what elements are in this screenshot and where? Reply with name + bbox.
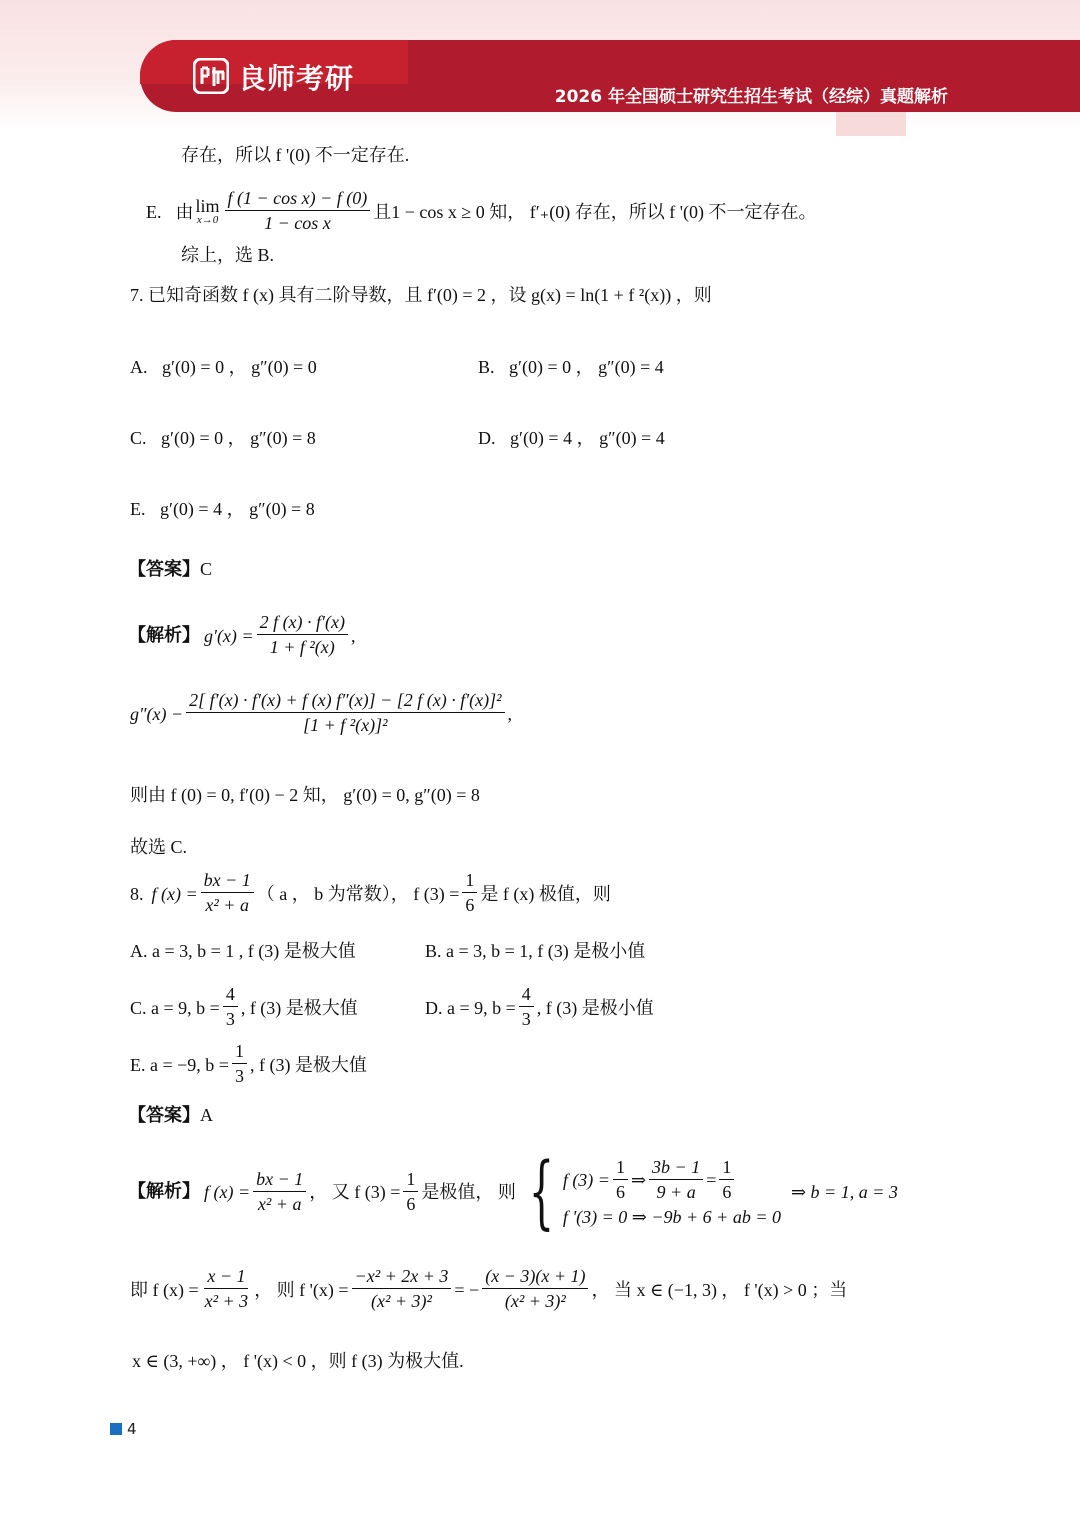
fraction-numerator: 3b − 1 xyxy=(649,1158,703,1180)
an-mid: ， 又 f (3) = xyxy=(309,1182,401,1202)
option-text: g′(0) = 0 ， g″(0) = 4 xyxy=(509,357,664,377)
q8-derivative-line xyxy=(130,1268,847,1311)
q6-option-e-prefix: 由 xyxy=(175,201,194,222)
q8-option-a: A. a = 3, b = 1 , f (3) 是极大值 xyxy=(130,941,356,961)
exam-title: 2026 年全国硕士研究生招生考试（经综）真题解析 xyxy=(554,87,948,107)
q8-answer xyxy=(128,1106,213,1125)
answer-tag: 【答案】 xyxy=(128,1105,200,1126)
fraction-numerator: 1 xyxy=(403,1170,418,1192)
option-post: , f (3) 是极小值 xyxy=(536,997,654,1018)
ln2-mid: ， 则 f '(x) = xyxy=(254,1279,349,1300)
q8-stem-mid: （ a ， b 为常数）， f (3) = xyxy=(256,883,460,904)
q7-conclusion: 故选 C. xyxy=(130,837,188,857)
option-pre: C. a = 9, b = xyxy=(130,997,220,1018)
analysis-tag: 【解析】 xyxy=(128,624,200,646)
fraction-denominator: x² + 3 xyxy=(204,1291,249,1311)
ln2-post: ， 当 x ∈ (−1, 3) ， f '(x) > 0 ；当 xyxy=(591,1279,848,1300)
option-post: , f (3) 是极大值 xyxy=(240,997,358,1018)
q8-option-d xyxy=(425,986,654,1029)
ln2-eq: = − xyxy=(454,1279,480,1300)
equation-system xyxy=(516,1145,781,1238)
q8-analysis xyxy=(128,1145,898,1238)
fraction xyxy=(649,1158,703,1201)
g1-end: , xyxy=(350,625,356,646)
q8-stem xyxy=(130,872,611,915)
q7-analysis-g1 xyxy=(128,614,355,657)
fraction-denominator: x² + a xyxy=(257,1193,302,1214)
option-text: g′(0) = 0 ， g″(0) = 8 xyxy=(161,428,316,448)
option-label: E. xyxy=(130,499,146,519)
equation-row-2: f '(3) = 0 ⇒ −9b + 6 + ab = 0 xyxy=(562,1206,781,1227)
q6-line: 存在，所以 f '(0) 不一定存在. xyxy=(181,145,410,165)
fraction xyxy=(403,1170,418,1213)
q6-conclusion: 综上，选 B. xyxy=(181,245,275,265)
answer-tag: 【答案】 xyxy=(128,559,200,580)
fraction-numerator: −x² + 2x + 3 xyxy=(352,1267,452,1289)
fraction-denominator: 6 xyxy=(722,1181,732,1202)
option-text: g′(0) = 4 ， g″(0) = 8 xyxy=(160,499,315,519)
q6-option-e-label: E. xyxy=(146,201,162,222)
fraction xyxy=(519,985,534,1028)
fraction-numerator: bx − 1 xyxy=(201,871,254,893)
fraction xyxy=(719,1158,734,1201)
q7-option-a xyxy=(130,358,317,376)
fraction xyxy=(223,985,238,1028)
an-mid2: 是极值， 则 xyxy=(421,1182,516,1202)
equation-row-1 xyxy=(562,1156,781,1202)
fraction-numerator: x − 1 xyxy=(204,1267,248,1289)
fraction xyxy=(201,871,254,914)
q7-option-b xyxy=(478,358,664,376)
fraction-denominator: 6 xyxy=(406,1193,416,1214)
fraction-denominator: (x² + 3)² xyxy=(371,1291,432,1311)
q8-option-b: B. a = 3, b = 1, f (3) 是极小值 xyxy=(425,941,646,961)
fraction-numerator: 1 xyxy=(613,1158,628,1180)
fraction-numerator: 1 xyxy=(462,871,477,893)
q7-analysis-g2 xyxy=(130,692,512,735)
an-result: ⇒ b = 1, a = 3 xyxy=(790,1182,898,1202)
fraction-numerator: 1 xyxy=(719,1158,734,1180)
option-text: g′(0) = 0 ， g″(0) = 0 xyxy=(162,357,317,377)
q7-answer xyxy=(128,560,212,579)
fraction-numerator: 1 xyxy=(232,1042,247,1064)
fraction-denominator: 9 + a xyxy=(656,1181,696,1202)
fraction xyxy=(613,1158,628,1201)
g2-end: , xyxy=(507,703,513,724)
fraction-numerator: bx − 1 xyxy=(253,1170,306,1192)
option-label: D. xyxy=(478,428,496,448)
fraction xyxy=(232,1042,247,1085)
q7-stem: 7. 已知奇函数 f (x) 具有二阶导数，且 f′(0) = 2 ，设 g(x) = ln(1 + f ²(x)) ，则 xyxy=(130,285,712,305)
option-label: B. xyxy=(478,357,495,377)
answer-value: A xyxy=(200,1105,213,1125)
brand-name: 良师考研 xyxy=(238,62,355,95)
g2-lhs: g″(x) − xyxy=(130,703,184,724)
fraction-numerator: 2 f (x) · f′(x) xyxy=(257,613,348,635)
fraction xyxy=(186,691,504,734)
q8-f: f (x) = xyxy=(151,883,198,904)
q7-option-d xyxy=(478,429,665,447)
option-label: C. xyxy=(130,428,147,448)
limit-expression xyxy=(196,197,220,226)
fraction xyxy=(352,1267,452,1310)
q7-option-c xyxy=(130,429,316,447)
analysis-tag: 【解析】 xyxy=(128,1181,200,1202)
limit-subscript: x→0 xyxy=(196,214,219,226)
fraction xyxy=(225,189,371,232)
fraction-denominator: 6 xyxy=(465,895,475,915)
fraction-numerator: 2[ f′(x) · f′(x) + f (x) f″(x)] − [2 f (x) · f′(x)]² xyxy=(186,691,504,713)
q6-option-e xyxy=(146,190,816,233)
fraction-numerator: (x − 3)(x + 1) xyxy=(482,1267,588,1289)
page-number: 4 xyxy=(127,1420,137,1438)
option-pre: E. a = −9, b = xyxy=(130,1054,229,1075)
option-label: A. xyxy=(130,357,148,377)
fraction-denominator: x² + a xyxy=(205,895,249,915)
fraction-denominator: 1 + f ²(x) xyxy=(269,637,335,657)
q7-option-e xyxy=(130,500,315,518)
option-text: g′(0) = 4 ， g″(0) = 4 xyxy=(510,428,665,448)
ln2-pre: 即 f (x) = xyxy=(130,1279,199,1300)
left-brace-icon: { xyxy=(528,1145,555,1238)
q7-derive: 则由 f (0) = 0, f′(0) − 2 知， g′(0) = 0, g″(0) = 8 xyxy=(130,785,480,805)
fraction-numerator: 4 xyxy=(519,985,534,1007)
fraction xyxy=(482,1267,588,1310)
fraction-denominator: 3 xyxy=(234,1066,244,1086)
fraction xyxy=(253,1170,306,1213)
q8-number: 8. xyxy=(130,883,144,904)
fraction-denominator: 3 xyxy=(521,1009,531,1029)
q6-option-e-suffix: 且1 − cos x ≥ 0 知， f′₊(0) 存在，所以 f '(0) 不一定存在。 xyxy=(373,201,817,222)
fraction xyxy=(202,1267,252,1310)
implies-arrow: ⇒ xyxy=(630,1170,647,1190)
page-marker-icon xyxy=(110,1423,122,1435)
limit-symbol: lim xyxy=(195,196,220,216)
equation-rows xyxy=(562,1156,781,1227)
fraction-numerator: 4 xyxy=(223,985,238,1007)
case1-pre: f (3) = xyxy=(562,1170,610,1190)
fraction-denominator: 1 − cos x xyxy=(264,213,331,233)
q8-option-c xyxy=(130,986,358,1029)
fraction xyxy=(257,613,348,656)
fraction-denominator: [1 + f ²(x)]² xyxy=(303,715,388,735)
g1-lhs: g′(x) = xyxy=(204,625,254,646)
an-f: f (x) = xyxy=(204,1182,251,1202)
equals-sign: = xyxy=(706,1170,717,1190)
q8-conclusion: x ∈ (3, +∞) ， f '(x) < 0 ，则 f (3) 为极大值. xyxy=(132,1351,464,1371)
fraction-denominator: 3 xyxy=(225,1009,235,1029)
fraction xyxy=(462,871,477,914)
fraction-denominator: (x² + 3)² xyxy=(504,1291,566,1311)
option-pre: D. a = 9, b = xyxy=(425,997,516,1018)
q8-stem-end: 是 f (x) 极值，则 xyxy=(480,883,611,904)
answer-value: C xyxy=(200,559,213,579)
fraction-denominator: 6 xyxy=(615,1181,625,1202)
q8-option-e xyxy=(130,1043,367,1086)
option-post: , f (3) 是极大值 xyxy=(249,1054,367,1075)
fraction-numerator: f (1 − cos x) − f (0) xyxy=(225,189,371,211)
